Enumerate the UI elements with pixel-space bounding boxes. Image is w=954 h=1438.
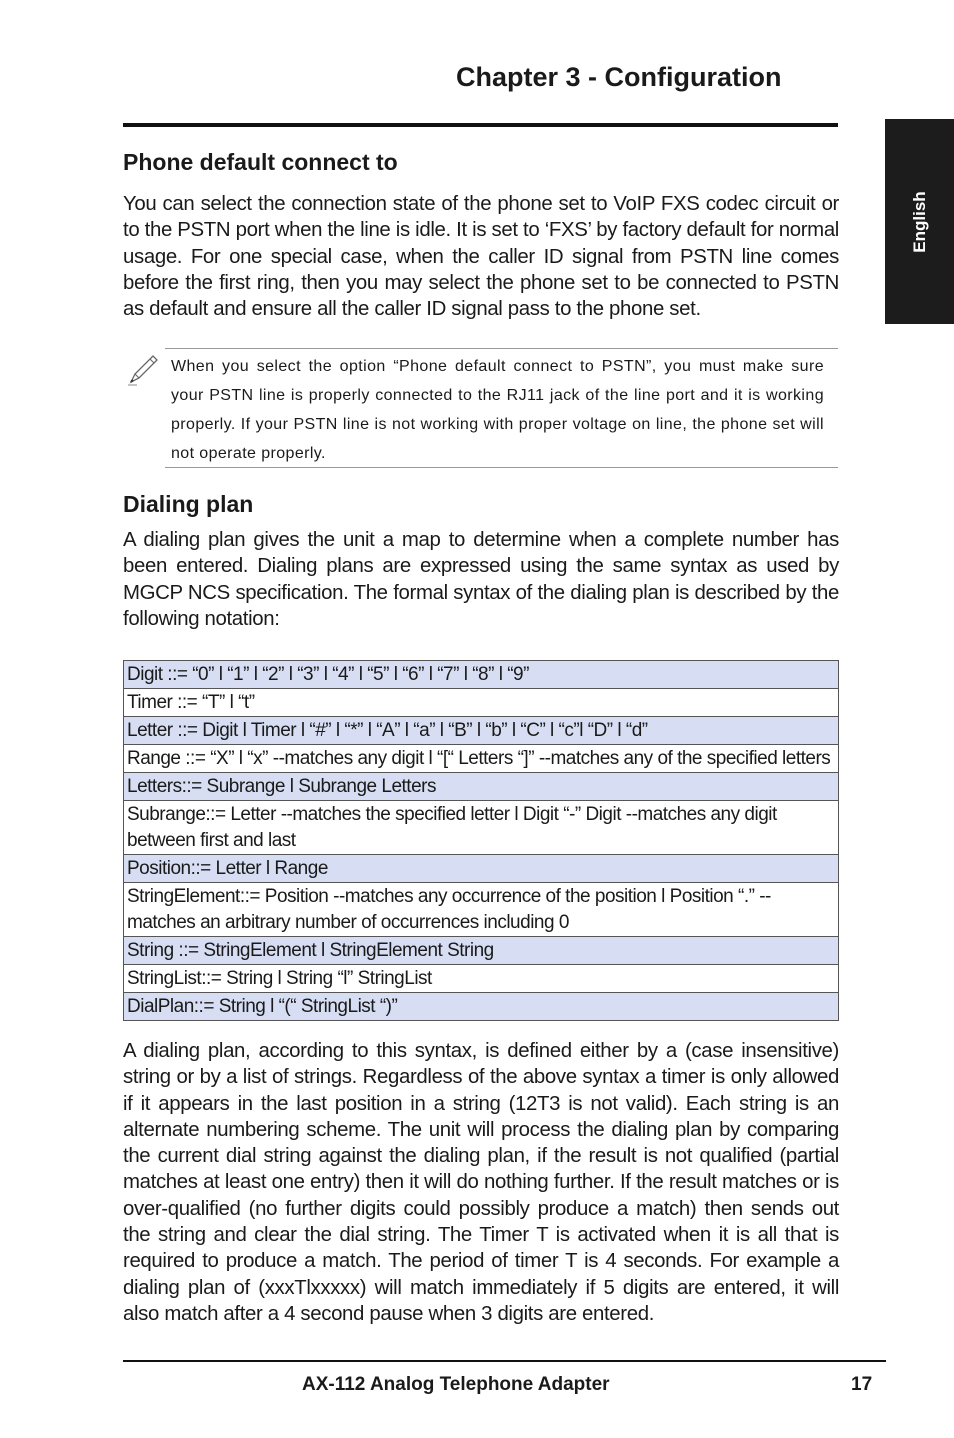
page-number: 17 — [851, 1374, 873, 1395]
table-cell: StringElement::= Position --matches any occurrence of the position l Position “.” --matches an arbitrary number of occurrences including 0 — [124, 883, 839, 937]
table-row — [124, 801, 839, 855]
table-row — [124, 661, 839, 689]
table-row — [124, 855, 839, 883]
table-row — [124, 993, 839, 1021]
section-heading-dialing-plan: Dialing plan — [123, 491, 254, 517]
table-row — [124, 689, 839, 717]
header-divider — [123, 123, 838, 127]
table-cell: String ::= StringElement l StringElement String — [124, 937, 839, 965]
table-cell: Digit ::= “0” l “1” l “2” l “3” l “4” l “5” l “6” l “7” l “8” l “9” — [124, 661, 839, 689]
language-tab — [885, 119, 954, 324]
section-closing-dialing-plan: A dialing plan, according to this syntax, is defined either by a (case insensitive) string or by a list of strings. Regardless of the above syntax a timer is only allowed if it appears in the last position in a string (12T3 is not valid). Each string is an alternate numbering scheme. The unit will process the dialing plan by comparing the current dial string against the dialing plan, if the result is not qualified (partial matches at least one entry) then it will do nothing further. If the result matches or is over-qualified (no further digits could possibly produce a match) then sends out the string and clear the dial string. The Timer T is activated when it is all that is required to produce a match. The period of timer T is 4 seconds. For example a dialing plan of (xxxTlxxxxx) will match immediately if 5 digits are entered, it will also match after a 4 second pause when 3 digits are entered. — [123, 1040, 839, 1325]
table-cell: Range ::= “X” l “x” --matches any digit l “[“ Letters “]” --matches any of the specified letters — [124, 745, 839, 773]
table-cell: Letters::= Subrange l Subrange Letters — [124, 773, 839, 801]
table-cell: Position::= Letter l Range — [124, 855, 839, 883]
table-row — [124, 717, 839, 745]
table-cell: DialPlan::= String l “(“ StringList “)” — [124, 993, 839, 1021]
section-heading-phone-default: Phone default connect to — [123, 149, 398, 175]
language-tab-label: English — [909, 190, 929, 253]
table-cell: Subrange::= Letter --matches the specified letter l Digit “-” Digit --matches any digit between first and last — [124, 801, 839, 855]
section-intro-dialing-plan: A dialing plan gives the unit a map to determine when a complete number has been entered. Dialing plans are expressed using the same syntax as used by MGCP NCS specification. The formal syntax of the dialing plan is described by the following notation: — [123, 529, 839, 630]
table-row — [124, 965, 839, 993]
note-text: When you select the option “Phone default connect to PSTN”, you must make sure your PSTN line is properly connected to the RJ11 jack of the line port and it is working properly. If your PSTN line is not working with proper voltage on line, the phone set will not operate properly. — [171, 358, 824, 462]
table-row — [124, 883, 839, 937]
table-row — [124, 773, 839, 801]
table-cell: StringList::= String l String “l” StringList — [124, 965, 839, 993]
section-body-phone-default: You can select the connection state of the phone set to VoIP FXS codec circuit or to the PSTN port when the line is idle. It is set to ‘FXS’ by factory default for normal usage. For one special case, when the caller ID signal from PSTN line comes before the first ring, then you may select the phone set to be connected to PSTN as default and ensure all the caller ID signal pass to the phone set. — [123, 193, 839, 321]
chapter-title: Chapter 3 - Configuration — [456, 62, 782, 92]
dialing-plan-syntax-table — [123, 660, 839, 1021]
footer-divider — [123, 1360, 886, 1362]
footer-product-title: AX-112 Analog Telephone Adapter — [302, 1374, 610, 1395]
table-row — [124, 937, 839, 965]
pencil-icon — [125, 352, 161, 388]
note-box — [165, 348, 838, 468]
table-cell: Timer ::= “T” l “t” — [124, 689, 839, 717]
table-row — [124, 745, 839, 773]
table-cell: Letter ::= Digit l Timer l “#” l “*” l “A” l “a” l “B” l “b” l “C” l “c”l “D” l “d” — [124, 717, 839, 745]
